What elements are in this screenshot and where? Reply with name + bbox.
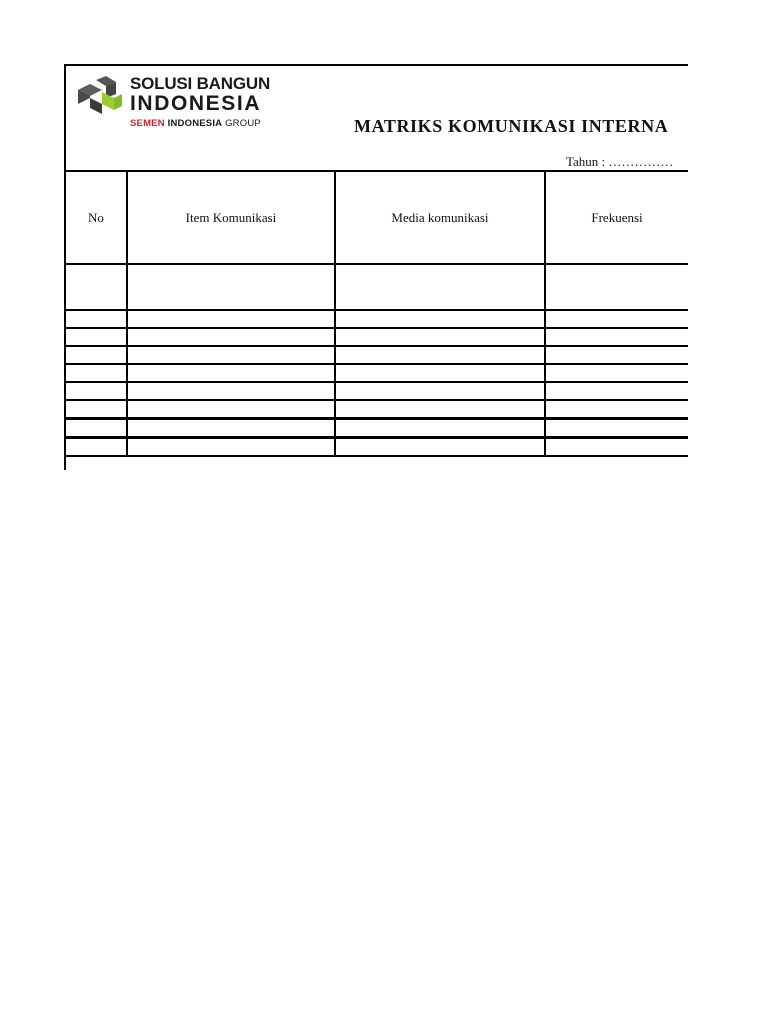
table-cell[interactable] — [335, 382, 545, 400]
logo-line2: INDONESIA — [130, 92, 262, 115]
table-cell[interactable] — [335, 438, 545, 457]
table-cell[interactable] — [545, 438, 688, 457]
table-cell[interactable] — [65, 419, 127, 438]
table-cell[interactable] — [545, 328, 688, 346]
table-cell[interactable] — [545, 382, 688, 400]
logo-line3: SEMEN INDONESIA GROUP — [130, 118, 261, 129]
communication-matrix-table — [64, 170, 688, 457]
year-field: Tahun : …………… — [566, 154, 674, 169]
table-cell[interactable] — [127, 400, 335, 419]
table-cell[interactable] — [127, 346, 335, 364]
logo-line1: SOLUSI BANGUN — [130, 74, 271, 93]
table-cell[interactable] — [65, 400, 127, 419]
table-cell[interactable] — [545, 364, 688, 382]
column-header-no: No — [65, 171, 127, 264]
table-row — [65, 264, 688, 310]
table-row — [65, 382, 688, 400]
table-cell[interactable] — [127, 438, 335, 457]
spreadsheet-page — [64, 64, 688, 470]
table-cell[interactable] — [335, 310, 545, 328]
column-header-media: Media komunikasi — [335, 171, 545, 264]
table-cell[interactable] — [335, 264, 545, 310]
table-cell[interactable] — [127, 419, 335, 438]
document-header — [66, 66, 688, 170]
table-cell[interactable] — [545, 310, 688, 328]
table-cell[interactable] — [65, 310, 127, 328]
table-cell[interactable] — [65, 438, 127, 457]
table-cell[interactable] — [65, 328, 127, 346]
document-title: MATRIKS KOMUNIKASI INTERNA — [354, 116, 669, 136]
table-row — [65, 328, 688, 346]
table-cell[interactable] — [127, 310, 335, 328]
table-cell[interactable] — [127, 264, 335, 310]
table-cell[interactable] — [545, 419, 688, 438]
column-header-frekuensi: Frekuensi — [545, 171, 688, 264]
table-cell[interactable] — [65, 346, 127, 364]
table-cell[interactable] — [335, 364, 545, 382]
table-cell[interactable] — [335, 328, 545, 346]
column-header-item: Item Komunikasi — [127, 171, 335, 264]
table-cell[interactable] — [545, 346, 688, 364]
logo-mark-icon — [72, 76, 124, 116]
table-cell[interactable] — [335, 419, 545, 438]
table-cell[interactable] — [127, 328, 335, 346]
table-row — [65, 438, 688, 457]
table-row — [65, 364, 688, 382]
table-cell[interactable] — [335, 346, 545, 364]
table-header-row — [65, 171, 688, 264]
table-cell[interactable] — [545, 400, 688, 419]
table-cell[interactable] — [127, 382, 335, 400]
table-row — [65, 400, 688, 419]
table-cell[interactable] — [127, 364, 335, 382]
company-logo — [72, 72, 272, 134]
table-row — [65, 346, 688, 364]
table-cell[interactable] — [65, 382, 127, 400]
table-row — [65, 310, 688, 328]
table-cell[interactable] — [545, 264, 688, 310]
table-row — [65, 419, 688, 438]
table-cell[interactable] — [65, 364, 127, 382]
table-cell[interactable] — [335, 400, 545, 419]
table-cell[interactable] — [65, 264, 127, 310]
